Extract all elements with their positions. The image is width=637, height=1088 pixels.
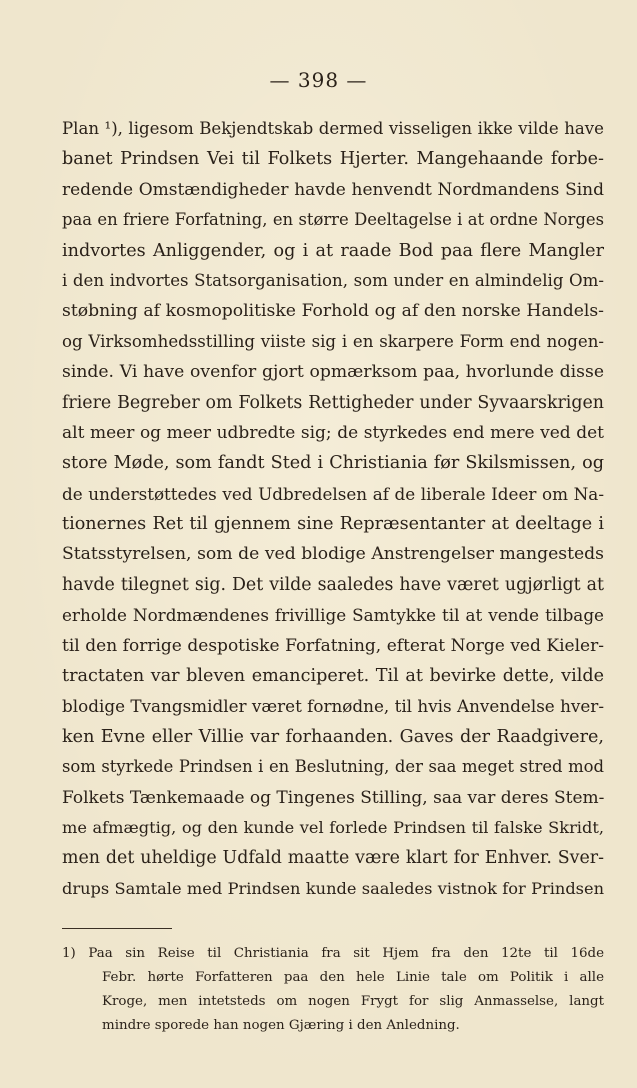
text-line: blodige Tvangsmidler været fornødne, til hvis Anvendelse hver- [62,696,604,717]
body-text [62,114,604,904]
text-line: og Virksomhedsstilling viiste sig i en skarpere Form end nogen- [62,331,604,351]
text-line: sinde. Vi have ovenfor gjort opmærksom paa, hvorlunde disse [62,362,604,383]
text-line: banet Prindsen Vei til Folkets Hjerter. Mangehaande forbe- [62,149,604,170]
text-line: tractaten var bleven emanciperet. Til at bevirke dette, vilde [62,666,604,687]
text-line: tionernes Ret til gjennem sine Repræsentanter at deeltage i [62,514,604,535]
footnote-line: mindre sporede han nogen Gjæring i den Anledning. [102,1018,460,1033]
text-line: erholde Nordmændenes frivillige Samtykke til at vende tilbage [62,605,604,626]
footnote-line: Kroge, men intetsteds om nogen Frygt for slig Anmasselse, langt [102,994,604,1009]
text-line: me afmægtig, og den kunde vel forlede Prindsen til falske Skridt, [62,817,604,837]
footnote-line: Febr. hørte Forfatteren paa den hele Linie tale om Politik i alle [102,970,604,985]
text-line: indvortes Anliggender, og i at raade Bod paa flere Mangler [62,240,604,261]
text-line: alt meer og meer udbredte sig; de styrkedes end mere ved det [62,422,604,443]
text-line: til den forrige despotiske Forfatning, efterat Norge ved Kieler- [62,635,604,656]
text-line: paa en friere Forfatning, en større Deeltagelse i at ordne Norges [62,210,604,230]
text-line: store Møde, som fandt Sted i Christiania før Skilsmissen, og [62,453,604,474]
footnote [62,942,604,1038]
text-line: friere Begreber om Folkets Rettigheder under Syvaarskrigen [62,392,604,413]
page-number: — 398 — [269,68,368,92]
text-line: Folkets Tænkemaade og Tingenes Stilling, saa var deres Stem- [62,787,604,808]
text-line: Plan ¹), ligesom Bekjendtskab dermed visseligen ikke vilde have [62,119,604,138]
footnote-line: 1) Paa sin Reise til Christiania fra sit Hjem fra den 12te til 16de [62,946,604,961]
text-line: Statsstyrelsen, som de ved blodige Anstrengelser mangesteds [62,544,604,565]
text-line: men det uheldige Udfald maatte være klart for Enhver. Sver- [62,848,604,869]
text-line: støbning af kosmopolitiske Forhold og af den norske Handels- [62,301,604,322]
text-line: redende Omstændigheder havde henvendt Nordmandens Sind [62,179,604,200]
text-line: som styrkede Prindsen i en Beslutning, der saa meget stred mod [62,757,604,777]
text-line: ken Evne eller Villie var forhaanden. Gaves der Raadgivere, [62,726,604,747]
text-line: de understøttedes ved Udbredelsen af de liberale Ideer om Na- [62,483,604,504]
text-line: havde tilegnet sig. Det vilde saaledes have været ugjørligt at [62,574,604,595]
text-line: i den indvortes Statsorganisation, som under en almindelig Om- [62,270,604,290]
footnote-divider [62,928,172,929]
text-line: drups Samtale med Prindsen kunde saaledes vistnok for Prindsen [62,878,604,898]
